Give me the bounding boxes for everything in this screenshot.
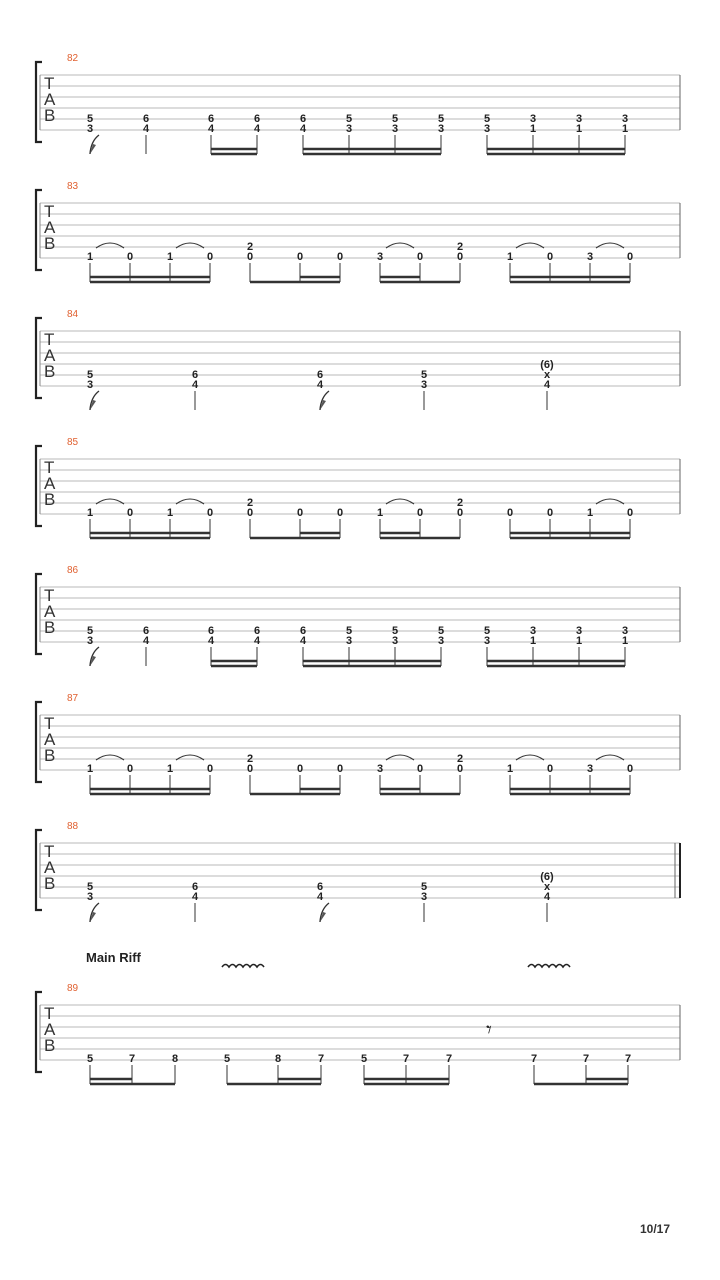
fret-number: 1 bbox=[166, 507, 174, 519]
fret-number: 2 bbox=[456, 753, 464, 765]
fret-number: 0 bbox=[506, 507, 514, 519]
fret-number: 5 bbox=[86, 1053, 94, 1065]
fret-number: 4 bbox=[253, 635, 261, 647]
fret-number: 3 bbox=[86, 635, 94, 647]
fret-number: 0 bbox=[416, 251, 424, 263]
measure-number: 86 bbox=[67, 565, 79, 576]
tab-clef-letter: B bbox=[44, 490, 56, 509]
fret-number: 3 bbox=[529, 625, 537, 637]
fret-number: 0 bbox=[626, 507, 634, 519]
fret-number: 0 bbox=[126, 251, 134, 263]
fret-number: (6) bbox=[540, 359, 554, 371]
fret-number: 5 bbox=[391, 113, 399, 125]
fret-number: 3 bbox=[420, 891, 428, 903]
fret-number: 1 bbox=[166, 251, 174, 263]
fret-number: 7 bbox=[317, 1053, 325, 1065]
vibrato-mark bbox=[222, 965, 264, 968]
fret-number: 5 bbox=[420, 881, 428, 893]
tab-clef-letter: A bbox=[44, 474, 56, 493]
tab-clef-letter: B bbox=[44, 618, 56, 637]
rest-symbol: 𝄾 bbox=[486, 1018, 492, 1043]
fret-number: 1 bbox=[86, 251, 94, 263]
fret-number: 4 bbox=[316, 891, 324, 903]
fret-number: 1 bbox=[575, 635, 583, 647]
fret-number: 4 bbox=[207, 635, 215, 647]
fret-number: 5 bbox=[483, 113, 491, 125]
fret-number: 5 bbox=[437, 625, 445, 637]
tab-clef-letter: A bbox=[44, 1020, 56, 1039]
fret-number: 7 bbox=[582, 1053, 590, 1065]
fret-number: 7 bbox=[530, 1053, 538, 1065]
tab-clef-letter: T bbox=[44, 842, 55, 861]
fret-number: 1 bbox=[575, 123, 583, 135]
fret-number: 2 bbox=[246, 497, 254, 509]
fret-number: 3 bbox=[420, 379, 428, 391]
fret-number: 2 bbox=[246, 241, 254, 253]
fret-number: 1 bbox=[86, 763, 94, 775]
fret-number: 6 bbox=[316, 369, 324, 381]
fret-number: 3 bbox=[86, 891, 94, 903]
tab-clef-letter: B bbox=[44, 1036, 56, 1055]
tab-clef-letter: T bbox=[44, 586, 55, 605]
fret-number: 3 bbox=[376, 763, 384, 775]
fret-number: 6 bbox=[316, 881, 324, 893]
fret-number: 5 bbox=[420, 369, 428, 381]
fret-number: x bbox=[543, 369, 551, 381]
measure-number: 82 bbox=[67, 53, 79, 64]
fret-number: 0 bbox=[626, 251, 634, 263]
fret-number: 0 bbox=[126, 507, 134, 519]
fret-number: 2 bbox=[456, 241, 464, 253]
fret-number: 0 bbox=[456, 251, 464, 263]
fret-number: 3 bbox=[345, 123, 353, 135]
fret-number: 0 bbox=[416, 507, 424, 519]
fret-number: 0 bbox=[246, 507, 254, 519]
tab-clef-letter: A bbox=[44, 218, 56, 237]
fret-number: 3 bbox=[483, 635, 491, 647]
fret-number: 6 bbox=[207, 625, 215, 637]
fret-number: 0 bbox=[296, 507, 304, 519]
tab-clef-letter: T bbox=[44, 74, 55, 93]
fret-number: 6 bbox=[207, 113, 215, 125]
fret-number: 6 bbox=[253, 625, 261, 637]
fret-number: 7 bbox=[402, 1053, 410, 1065]
fret-number: (6) bbox=[540, 871, 554, 883]
fret-number: 4 bbox=[207, 123, 215, 135]
fret-number: 5 bbox=[345, 113, 353, 125]
tab-clef-letter: A bbox=[44, 730, 56, 749]
tab-clef-letter: A bbox=[44, 858, 56, 877]
fret-number: 4 bbox=[191, 891, 199, 903]
fret-number: 0 bbox=[546, 763, 554, 775]
fret-number: 6 bbox=[253, 113, 261, 125]
fret-number: 0 bbox=[246, 763, 254, 775]
fret-number: 3 bbox=[86, 123, 94, 135]
tab-clef-letter: B bbox=[44, 362, 56, 381]
fret-number: 7 bbox=[445, 1053, 453, 1065]
fret-number: 5 bbox=[86, 113, 94, 125]
fret-number: 3 bbox=[437, 635, 445, 647]
measure-number: 88 bbox=[67, 821, 79, 832]
fret-number: 5 bbox=[86, 369, 94, 381]
fret-number: 1 bbox=[621, 635, 629, 647]
fret-number: 4 bbox=[299, 123, 307, 135]
fret-number: 6 bbox=[191, 881, 199, 893]
fret-number: 0 bbox=[336, 251, 344, 263]
fret-number: 5 bbox=[345, 625, 353, 637]
fret-number: 2 bbox=[456, 497, 464, 509]
fret-number: 0 bbox=[246, 251, 254, 263]
fret-number: 4 bbox=[253, 123, 261, 135]
fret-number: 0 bbox=[336, 507, 344, 519]
tab-clef-letter: A bbox=[44, 90, 56, 109]
fret-number: 0 bbox=[206, 763, 214, 775]
fret-number: 1 bbox=[506, 251, 514, 263]
fret-number: 6 bbox=[299, 113, 307, 125]
fret-number: 0 bbox=[546, 251, 554, 263]
fret-number: 0 bbox=[336, 763, 344, 775]
fret-number: 5 bbox=[360, 1053, 368, 1065]
fret-number: 0 bbox=[296, 251, 304, 263]
fret-number: 6 bbox=[191, 369, 199, 381]
fret-number: 1 bbox=[86, 507, 94, 519]
fret-number: 3 bbox=[575, 625, 583, 637]
fret-number: 3 bbox=[376, 251, 384, 263]
fret-number: 6 bbox=[299, 625, 307, 637]
tab-clef-letter: T bbox=[44, 1004, 55, 1023]
fret-number: 5 bbox=[86, 881, 94, 893]
fret-number: 6 bbox=[142, 625, 150, 637]
fret-number: 0 bbox=[456, 507, 464, 519]
fret-number: 3 bbox=[391, 123, 399, 135]
tab-clef-letter: B bbox=[44, 106, 56, 125]
fret-number: 1 bbox=[586, 507, 594, 519]
fret-number: 3 bbox=[586, 763, 594, 775]
measure-number: 85 bbox=[67, 437, 79, 448]
fret-number: 3 bbox=[437, 123, 445, 135]
fret-number: 3 bbox=[529, 113, 537, 125]
fret-number: 3 bbox=[621, 625, 629, 637]
fret-number: 3 bbox=[86, 379, 94, 391]
fret-number: 8 bbox=[171, 1053, 179, 1065]
fret-number: 0 bbox=[126, 763, 134, 775]
tab-clef-letter: T bbox=[44, 330, 55, 349]
fret-number: 4 bbox=[299, 635, 307, 647]
tab-clef-letter: T bbox=[44, 458, 55, 477]
fret-number: 4 bbox=[543, 891, 551, 903]
fret-number: 1 bbox=[529, 123, 537, 135]
fret-number: 3 bbox=[575, 113, 583, 125]
measure-number: 87 bbox=[67, 693, 79, 704]
fret-number: 5 bbox=[86, 625, 94, 637]
fret-number: 0 bbox=[296, 763, 304, 775]
fret-number: 0 bbox=[416, 763, 424, 775]
fret-number: 2 bbox=[246, 753, 254, 765]
fret-number: 7 bbox=[624, 1053, 632, 1065]
tab-clef-letter: T bbox=[44, 714, 55, 733]
fret-number: 1 bbox=[166, 763, 174, 775]
fret-number: 4 bbox=[142, 123, 150, 135]
tab-clef-letter: B bbox=[44, 746, 56, 765]
fret-number: 1 bbox=[376, 507, 384, 519]
fret-number: 8 bbox=[274, 1053, 282, 1065]
page-number: 10/17 bbox=[640, 1222, 671, 1236]
fret-number: 0 bbox=[206, 507, 214, 519]
fret-number: 1 bbox=[621, 123, 629, 135]
fret-number: x bbox=[543, 881, 551, 893]
fret-number: 3 bbox=[621, 113, 629, 125]
fret-number: 4 bbox=[543, 379, 551, 391]
tab-clef-letter: B bbox=[44, 234, 56, 253]
measure-number: 83 bbox=[67, 181, 79, 192]
fret-number: 3 bbox=[391, 635, 399, 647]
measure-number: 84 bbox=[67, 309, 79, 320]
fret-number: 1 bbox=[506, 763, 514, 775]
measure-number: 89 bbox=[67, 983, 79, 994]
fret-number: 0 bbox=[206, 251, 214, 263]
fret-number: 3 bbox=[586, 251, 594, 263]
fret-number: 3 bbox=[345, 635, 353, 647]
tab-clef-letter: T bbox=[44, 202, 55, 221]
fret-number: 5 bbox=[437, 113, 445, 125]
fret-number: 5 bbox=[391, 625, 399, 637]
fret-number: 0 bbox=[456, 763, 464, 775]
tab-clef-letter: B bbox=[44, 874, 56, 893]
fret-number: 7 bbox=[128, 1053, 136, 1065]
fret-number: 4 bbox=[142, 635, 150, 647]
fret-number: 5 bbox=[483, 625, 491, 637]
fret-number: 1 bbox=[529, 635, 537, 647]
fret-number: 6 bbox=[142, 113, 150, 125]
fret-number: 5 bbox=[223, 1053, 231, 1065]
vibrato-mark bbox=[528, 965, 570, 968]
fret-number: 4 bbox=[191, 379, 199, 391]
fret-number: 4 bbox=[316, 379, 324, 391]
section-label: Main Riff bbox=[86, 950, 141, 965]
fret-number: 0 bbox=[546, 507, 554, 519]
fret-number: 3 bbox=[483, 123, 491, 135]
fret-number: 0 bbox=[626, 763, 634, 775]
tab-clef-letter: A bbox=[44, 346, 56, 365]
tab-clef-letter: A bbox=[44, 602, 56, 621]
